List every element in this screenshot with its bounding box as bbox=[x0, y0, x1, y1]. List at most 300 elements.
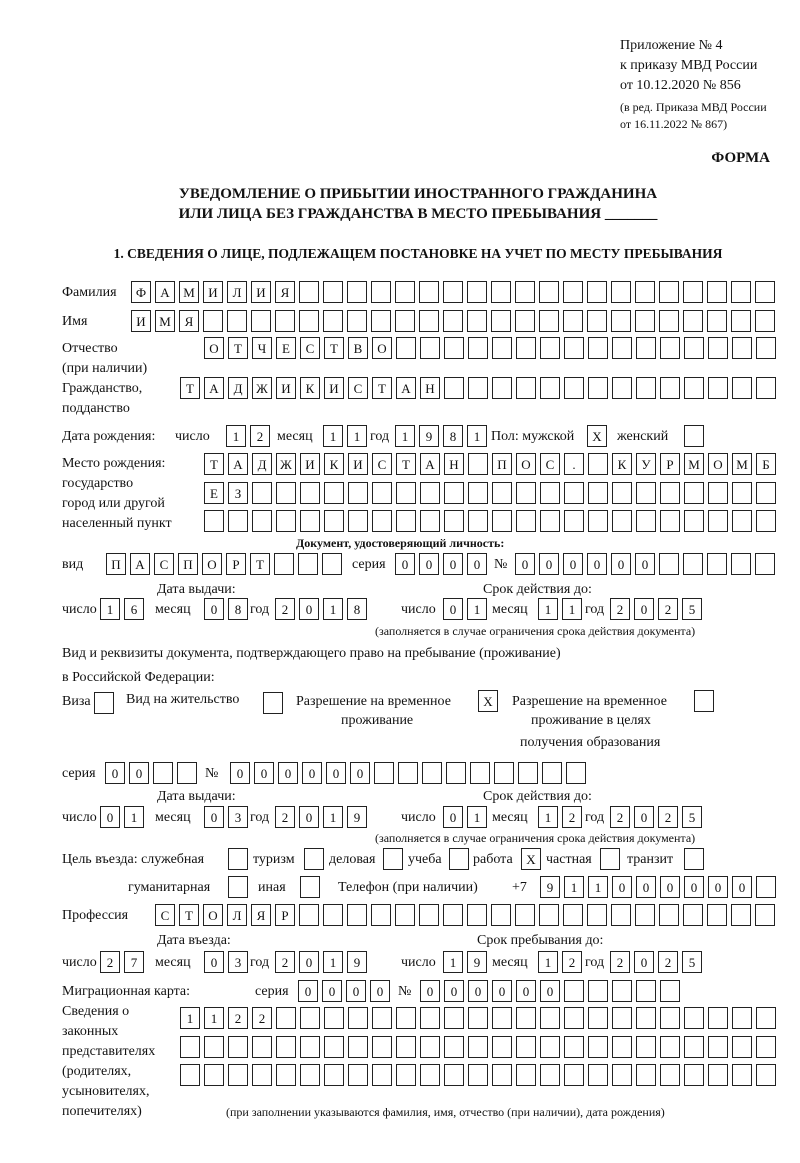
char-box[interactable]: 0 bbox=[684, 876, 704, 898]
char-box[interactable] bbox=[420, 1007, 440, 1029]
char-box[interactable] bbox=[348, 1036, 368, 1058]
char-box[interactable] bbox=[566, 762, 586, 784]
char-box[interactable] bbox=[732, 377, 752, 399]
char-box[interactable] bbox=[635, 310, 655, 332]
char-box[interactable] bbox=[636, 377, 656, 399]
char-box[interactable] bbox=[684, 425, 704, 447]
char-box[interactable] bbox=[588, 980, 608, 1002]
char-box[interactable] bbox=[588, 1007, 608, 1029]
char-box[interactable]: 0 bbox=[443, 553, 463, 575]
char-box[interactable] bbox=[684, 848, 704, 870]
char-box[interactable] bbox=[252, 510, 272, 532]
char-box[interactable] bbox=[299, 281, 319, 303]
char-box[interactable] bbox=[660, 1007, 680, 1029]
char-box[interactable]: С bbox=[540, 453, 560, 475]
char-box[interactable] bbox=[684, 1007, 704, 1029]
char-box[interactable] bbox=[252, 1064, 272, 1086]
id-number-field[interactable] bbox=[515, 553, 775, 575]
id-kind-field[interactable] bbox=[106, 553, 342, 575]
char-box[interactable]: О bbox=[202, 553, 222, 575]
char-box[interactable]: 0 bbox=[634, 598, 654, 620]
char-box[interactable] bbox=[755, 310, 775, 332]
char-box[interactable] bbox=[732, 1007, 752, 1029]
id-issue-year-field[interactable] bbox=[275, 598, 367, 620]
char-box[interactable] bbox=[492, 510, 512, 532]
migration-series-field[interactable] bbox=[298, 980, 390, 1002]
char-box[interactable] bbox=[515, 281, 535, 303]
char-box[interactable]: И bbox=[324, 377, 344, 399]
char-box[interactable]: З bbox=[228, 482, 248, 504]
char-box[interactable] bbox=[587, 310, 607, 332]
char-box[interactable]: 1 bbox=[124, 806, 144, 828]
char-box[interactable] bbox=[444, 337, 464, 359]
char-box[interactable]: В bbox=[348, 337, 368, 359]
char-box[interactable]: 0 bbox=[634, 806, 654, 828]
char-box[interactable]: 0 bbox=[636, 876, 656, 898]
char-box[interactable] bbox=[491, 281, 511, 303]
char-box[interactable]: 1 bbox=[467, 598, 487, 620]
char-box[interactable] bbox=[732, 1064, 752, 1086]
char-box[interactable]: 1 bbox=[562, 598, 582, 620]
char-box[interactable] bbox=[348, 1007, 368, 1029]
char-box[interactable] bbox=[707, 904, 727, 926]
char-box[interactable] bbox=[180, 1036, 200, 1058]
char-box[interactable] bbox=[588, 337, 608, 359]
char-box[interactable] bbox=[588, 482, 608, 504]
char-box[interactable] bbox=[420, 482, 440, 504]
char-box[interactable]: 1 bbox=[100, 598, 120, 620]
id-valid-month-field[interactable] bbox=[538, 598, 582, 620]
char-box[interactable] bbox=[323, 310, 343, 332]
char-box[interactable]: Л bbox=[227, 904, 247, 926]
char-box[interactable] bbox=[276, 1036, 296, 1058]
migration-number-field[interactable] bbox=[420, 980, 680, 1002]
char-box[interactable] bbox=[564, 980, 584, 1002]
char-box[interactable] bbox=[600, 848, 620, 870]
char-box[interactable]: 0 bbox=[612, 876, 632, 898]
char-box[interactable] bbox=[564, 482, 584, 504]
char-box[interactable] bbox=[540, 1036, 560, 1058]
char-box[interactable] bbox=[419, 281, 439, 303]
char-box[interactable] bbox=[612, 1036, 632, 1058]
reps-line-3[interactable] bbox=[180, 1064, 776, 1086]
char-box[interactable]: 0 bbox=[419, 553, 439, 575]
male-checkbox[interactable] bbox=[587, 425, 607, 447]
char-box[interactable] bbox=[467, 310, 487, 332]
char-box[interactable]: Д bbox=[228, 377, 248, 399]
char-box[interactable]: С bbox=[372, 453, 392, 475]
char-box[interactable] bbox=[516, 377, 536, 399]
visa-checkbox[interactable] bbox=[94, 692, 114, 714]
char-box[interactable]: Я bbox=[275, 281, 295, 303]
char-box[interactable] bbox=[324, 510, 344, 532]
char-box[interactable] bbox=[491, 310, 511, 332]
char-box[interactable] bbox=[446, 762, 466, 784]
purpose-private-checkbox[interactable] bbox=[600, 848, 620, 870]
purpose-transit-checkbox[interactable] bbox=[684, 848, 704, 870]
char-box[interactable] bbox=[227, 310, 247, 332]
char-box[interactable]: И bbox=[300, 453, 320, 475]
char-box[interactable] bbox=[588, 1064, 608, 1086]
char-box[interactable] bbox=[612, 510, 632, 532]
char-box[interactable]: 1 bbox=[323, 951, 343, 973]
char-box[interactable] bbox=[660, 482, 680, 504]
char-box[interactable] bbox=[396, 337, 416, 359]
char-box[interactable]: О bbox=[708, 453, 728, 475]
char-box[interactable] bbox=[732, 337, 752, 359]
char-box[interactable]: 0 bbox=[254, 762, 274, 784]
char-box[interactable] bbox=[708, 510, 728, 532]
char-box[interactable] bbox=[300, 482, 320, 504]
char-box[interactable]: 9 bbox=[467, 951, 487, 973]
char-box[interactable] bbox=[398, 762, 418, 784]
char-box[interactable]: 2 bbox=[610, 951, 630, 973]
id-series-field[interactable] bbox=[395, 553, 487, 575]
birth-month-field[interactable] bbox=[323, 425, 367, 447]
char-box[interactable] bbox=[251, 310, 271, 332]
char-box[interactable] bbox=[492, 1007, 512, 1029]
char-box[interactable] bbox=[636, 1007, 656, 1029]
char-box[interactable] bbox=[564, 510, 584, 532]
char-box[interactable] bbox=[324, 1036, 344, 1058]
char-box[interactable]: 9 bbox=[419, 425, 439, 447]
char-box[interactable]: 0 bbox=[540, 980, 560, 1002]
char-box[interactable] bbox=[492, 482, 512, 504]
char-box[interactable] bbox=[300, 876, 320, 898]
char-box[interactable] bbox=[323, 281, 343, 303]
char-box[interactable] bbox=[756, 876, 776, 898]
char-box[interactable] bbox=[612, 1007, 632, 1029]
char-box[interactable]: 6 bbox=[124, 598, 144, 620]
char-box[interactable]: 0 bbox=[346, 980, 366, 1002]
char-box[interactable]: 3 bbox=[228, 806, 248, 828]
char-box[interactable] bbox=[374, 762, 394, 784]
char-box[interactable]: 0 bbox=[326, 762, 346, 784]
char-box[interactable] bbox=[540, 377, 560, 399]
char-box[interactable]: 1 bbox=[226, 425, 246, 447]
char-box[interactable] bbox=[515, 904, 535, 926]
char-box[interactable] bbox=[563, 904, 583, 926]
char-box[interactable] bbox=[444, 482, 464, 504]
char-box[interactable] bbox=[324, 482, 344, 504]
entry-year-field[interactable] bbox=[275, 951, 367, 973]
permit-number-field[interactable] bbox=[230, 762, 586, 784]
char-box[interactable]: Т bbox=[204, 453, 224, 475]
char-box[interactable] bbox=[275, 310, 295, 332]
char-box[interactable] bbox=[396, 1036, 416, 1058]
char-box[interactable]: 1 bbox=[395, 425, 415, 447]
char-box[interactable]: 0 bbox=[299, 598, 319, 620]
char-box[interactable]: А bbox=[155, 281, 175, 303]
char-box[interactable]: 0 bbox=[611, 553, 631, 575]
char-box[interactable] bbox=[635, 281, 655, 303]
char-box[interactable] bbox=[588, 510, 608, 532]
char-box[interactable]: Ж bbox=[252, 377, 272, 399]
char-box[interactable] bbox=[540, 1007, 560, 1029]
birth-day-field[interactable] bbox=[226, 425, 270, 447]
stay-until-day-field[interactable] bbox=[443, 951, 487, 973]
char-box[interactable] bbox=[322, 553, 342, 575]
char-box[interactable]: 0 bbox=[278, 762, 298, 784]
char-box[interactable]: 0 bbox=[370, 980, 390, 1002]
char-box[interactable]: П bbox=[492, 453, 512, 475]
char-box[interactable] bbox=[372, 1007, 392, 1029]
char-box[interactable] bbox=[180, 1064, 200, 1086]
char-box[interactable] bbox=[348, 1064, 368, 1086]
char-box[interactable] bbox=[468, 1036, 488, 1058]
char-box[interactable] bbox=[444, 377, 464, 399]
char-box[interactable] bbox=[348, 510, 368, 532]
char-box[interactable]: 0 bbox=[100, 806, 120, 828]
char-box[interactable] bbox=[396, 1064, 416, 1086]
char-box[interactable] bbox=[756, 510, 776, 532]
char-box[interactable] bbox=[468, 510, 488, 532]
permit-valid-year-field[interactable] bbox=[610, 806, 702, 828]
char-box[interactable]: Т bbox=[324, 337, 344, 359]
residence-checkbox[interactable] bbox=[263, 692, 283, 714]
char-box[interactable] bbox=[444, 1064, 464, 1086]
char-box[interactable]: 2 bbox=[562, 951, 582, 973]
char-box[interactable] bbox=[492, 377, 512, 399]
char-box[interactable] bbox=[468, 337, 488, 359]
char-box[interactable]: 2 bbox=[275, 598, 295, 620]
char-box[interactable]: Т bbox=[396, 453, 416, 475]
char-box[interactable]: . bbox=[564, 453, 584, 475]
char-box[interactable] bbox=[372, 1064, 392, 1086]
char-box[interactable]: 3 bbox=[228, 951, 248, 973]
purpose-business-checkbox[interactable] bbox=[383, 848, 403, 870]
char-box[interactable] bbox=[756, 1036, 776, 1058]
char-box[interactable]: 7 bbox=[124, 951, 144, 973]
char-box[interactable]: 1 bbox=[204, 1007, 224, 1029]
char-box[interactable]: 0 bbox=[634, 951, 654, 973]
char-box[interactable]: 0 bbox=[468, 980, 488, 1002]
char-box[interactable] bbox=[683, 553, 703, 575]
char-box[interactable] bbox=[153, 762, 173, 784]
char-box[interactable]: А bbox=[228, 453, 248, 475]
char-box[interactable] bbox=[612, 337, 632, 359]
char-box[interactable] bbox=[636, 337, 656, 359]
char-box[interactable] bbox=[612, 377, 632, 399]
char-box[interactable]: 0 bbox=[322, 980, 342, 1002]
char-box[interactable]: 0 bbox=[230, 762, 250, 784]
char-box[interactable] bbox=[540, 482, 560, 504]
char-box[interactable] bbox=[324, 1007, 344, 1029]
char-box[interactable] bbox=[708, 1036, 728, 1058]
char-box[interactable] bbox=[299, 904, 319, 926]
char-box[interactable]: 0 bbox=[204, 806, 224, 828]
char-box[interactable]: 0 bbox=[660, 876, 680, 898]
char-box[interactable] bbox=[636, 980, 656, 1002]
birth-year-field[interactable] bbox=[395, 425, 487, 447]
char-box[interactable] bbox=[564, 377, 584, 399]
char-box[interactable] bbox=[395, 904, 415, 926]
char-box[interactable] bbox=[300, 1064, 320, 1086]
char-box[interactable]: Я bbox=[251, 904, 271, 926]
char-box[interactable] bbox=[494, 762, 514, 784]
char-box[interactable]: X bbox=[587, 425, 607, 447]
char-box[interactable] bbox=[492, 337, 512, 359]
char-box[interactable] bbox=[683, 904, 703, 926]
char-box[interactable] bbox=[204, 510, 224, 532]
char-box[interactable] bbox=[228, 848, 248, 870]
char-box[interactable]: 0 bbox=[444, 980, 464, 1002]
char-box[interactable] bbox=[372, 1036, 392, 1058]
char-box[interactable] bbox=[635, 904, 655, 926]
char-box[interactable] bbox=[516, 510, 536, 532]
char-box[interactable] bbox=[683, 281, 703, 303]
char-box[interactable] bbox=[347, 310, 367, 332]
char-box[interactable] bbox=[252, 482, 272, 504]
char-box[interactable]: И bbox=[203, 281, 223, 303]
char-box[interactable] bbox=[274, 553, 294, 575]
char-box[interactable]: Л bbox=[227, 281, 247, 303]
char-box[interactable] bbox=[756, 482, 776, 504]
char-box[interactable]: 8 bbox=[347, 598, 367, 620]
citizenship-field[interactable] bbox=[180, 377, 776, 399]
char-box[interactable] bbox=[516, 1064, 536, 1086]
char-box[interactable] bbox=[516, 1007, 536, 1029]
permit-valid-day-field[interactable] bbox=[443, 806, 487, 828]
char-box[interactable] bbox=[420, 337, 440, 359]
char-box[interactable] bbox=[468, 377, 488, 399]
char-box[interactable] bbox=[396, 1007, 416, 1029]
char-box[interactable]: 2 bbox=[562, 806, 582, 828]
char-box[interactable]: 0 bbox=[587, 553, 607, 575]
char-box[interactable] bbox=[228, 1036, 248, 1058]
char-box[interactable]: 2 bbox=[658, 806, 678, 828]
char-box[interactable] bbox=[708, 1064, 728, 1086]
char-box[interactable] bbox=[444, 1007, 464, 1029]
char-box[interactable] bbox=[660, 1036, 680, 1058]
char-box[interactable] bbox=[588, 377, 608, 399]
char-box[interactable] bbox=[468, 1007, 488, 1029]
char-box[interactable]: 9 bbox=[347, 951, 367, 973]
char-box[interactable]: 1 bbox=[323, 806, 343, 828]
char-box[interactable]: И bbox=[276, 377, 296, 399]
char-box[interactable] bbox=[276, 510, 296, 532]
char-box[interactable]: 0 bbox=[539, 553, 559, 575]
char-box[interactable] bbox=[684, 1064, 704, 1086]
char-box[interactable] bbox=[707, 553, 727, 575]
char-box[interactable] bbox=[492, 1064, 512, 1086]
char-box[interactable]: 0 bbox=[467, 553, 487, 575]
char-box[interactable] bbox=[659, 904, 679, 926]
char-box[interactable] bbox=[420, 1036, 440, 1058]
purpose-humanitarian-checkbox[interactable] bbox=[228, 876, 248, 898]
id-issue-month-field[interactable] bbox=[204, 598, 248, 620]
char-box[interactable]: 2 bbox=[252, 1007, 272, 1029]
char-box[interactable]: К bbox=[612, 453, 632, 475]
char-box[interactable] bbox=[731, 904, 751, 926]
char-box[interactable]: Е bbox=[276, 337, 296, 359]
char-box[interactable]: Р bbox=[660, 453, 680, 475]
permit-issue-year-field[interactable] bbox=[275, 806, 367, 828]
char-box[interactable] bbox=[564, 1007, 584, 1029]
char-box[interactable]: 2 bbox=[275, 951, 295, 973]
char-box[interactable]: И bbox=[348, 453, 368, 475]
char-box[interactable] bbox=[203, 310, 223, 332]
stay-until-year-field[interactable] bbox=[610, 951, 702, 973]
purpose-study-checkbox[interactable] bbox=[449, 848, 469, 870]
char-box[interactable]: 2 bbox=[610, 806, 630, 828]
char-box[interactable] bbox=[276, 1007, 296, 1029]
char-box[interactable] bbox=[612, 1064, 632, 1086]
id-valid-year-field[interactable] bbox=[610, 598, 702, 620]
char-box[interactable]: Ч bbox=[252, 337, 272, 359]
char-box[interactable]: 0 bbox=[708, 876, 728, 898]
char-box[interactable]: 0 bbox=[298, 980, 318, 1002]
char-box[interactable] bbox=[276, 1064, 296, 1086]
permit-issue-month-field[interactable] bbox=[204, 806, 248, 828]
char-box[interactable]: Т bbox=[228, 337, 248, 359]
char-box[interactable]: X bbox=[478, 690, 498, 712]
char-box[interactable]: 5 bbox=[682, 951, 702, 973]
char-box[interactable] bbox=[539, 281, 559, 303]
char-box[interactable]: М bbox=[684, 453, 704, 475]
female-checkbox[interactable] bbox=[684, 425, 704, 447]
char-box[interactable] bbox=[756, 1064, 776, 1086]
char-box[interactable]: 0 bbox=[395, 553, 415, 575]
char-box[interactable]: Н bbox=[444, 453, 464, 475]
char-box[interactable]: 0 bbox=[516, 980, 536, 1002]
char-box[interactable] bbox=[263, 692, 283, 714]
permit-issue-day-field[interactable] bbox=[100, 806, 144, 828]
char-box[interactable] bbox=[694, 690, 714, 712]
char-box[interactable]: С bbox=[155, 904, 175, 926]
char-box[interactable] bbox=[383, 848, 403, 870]
char-box[interactable] bbox=[347, 281, 367, 303]
char-box[interactable]: 0 bbox=[129, 762, 149, 784]
char-box[interactable]: Е bbox=[204, 482, 224, 504]
char-box[interactable] bbox=[468, 453, 488, 475]
birth-place-line-1[interactable] bbox=[204, 453, 776, 475]
char-box[interactable]: И bbox=[251, 281, 271, 303]
reps-line-2[interactable] bbox=[180, 1036, 776, 1058]
char-box[interactable]: 0 bbox=[515, 553, 535, 575]
char-box[interactable]: С bbox=[348, 377, 368, 399]
char-box[interactable]: 2 bbox=[610, 598, 630, 620]
char-box[interactable]: 2 bbox=[275, 806, 295, 828]
char-box[interactable] bbox=[732, 1036, 752, 1058]
char-box[interactable] bbox=[396, 482, 416, 504]
char-box[interactable] bbox=[372, 482, 392, 504]
char-box[interactable]: 0 bbox=[635, 553, 655, 575]
char-box[interactable] bbox=[708, 337, 728, 359]
char-box[interactable]: 2 bbox=[100, 951, 120, 973]
char-box[interactable] bbox=[683, 310, 703, 332]
char-box[interactable] bbox=[228, 510, 248, 532]
char-box[interactable]: 0 bbox=[732, 876, 752, 898]
char-box[interactable] bbox=[684, 377, 704, 399]
char-box[interactable]: Р bbox=[226, 553, 246, 575]
char-box[interactable] bbox=[612, 980, 632, 1002]
char-box[interactable] bbox=[419, 904, 439, 926]
char-box[interactable]: Я bbox=[179, 310, 199, 332]
char-box[interactable] bbox=[636, 1036, 656, 1058]
temp-edu-checkbox[interactable] bbox=[694, 690, 714, 712]
char-box[interactable]: 0 bbox=[443, 806, 463, 828]
char-box[interactable] bbox=[444, 510, 464, 532]
char-box[interactable]: 0 bbox=[302, 762, 322, 784]
char-box[interactable]: 5 bbox=[682, 806, 702, 828]
char-box[interactable] bbox=[449, 848, 469, 870]
birth-place-line-2[interactable] bbox=[204, 482, 776, 504]
char-box[interactable] bbox=[204, 1064, 224, 1086]
char-box[interactable]: Ф bbox=[131, 281, 151, 303]
char-box[interactable]: 5 bbox=[682, 598, 702, 620]
char-box[interactable]: А bbox=[420, 453, 440, 475]
